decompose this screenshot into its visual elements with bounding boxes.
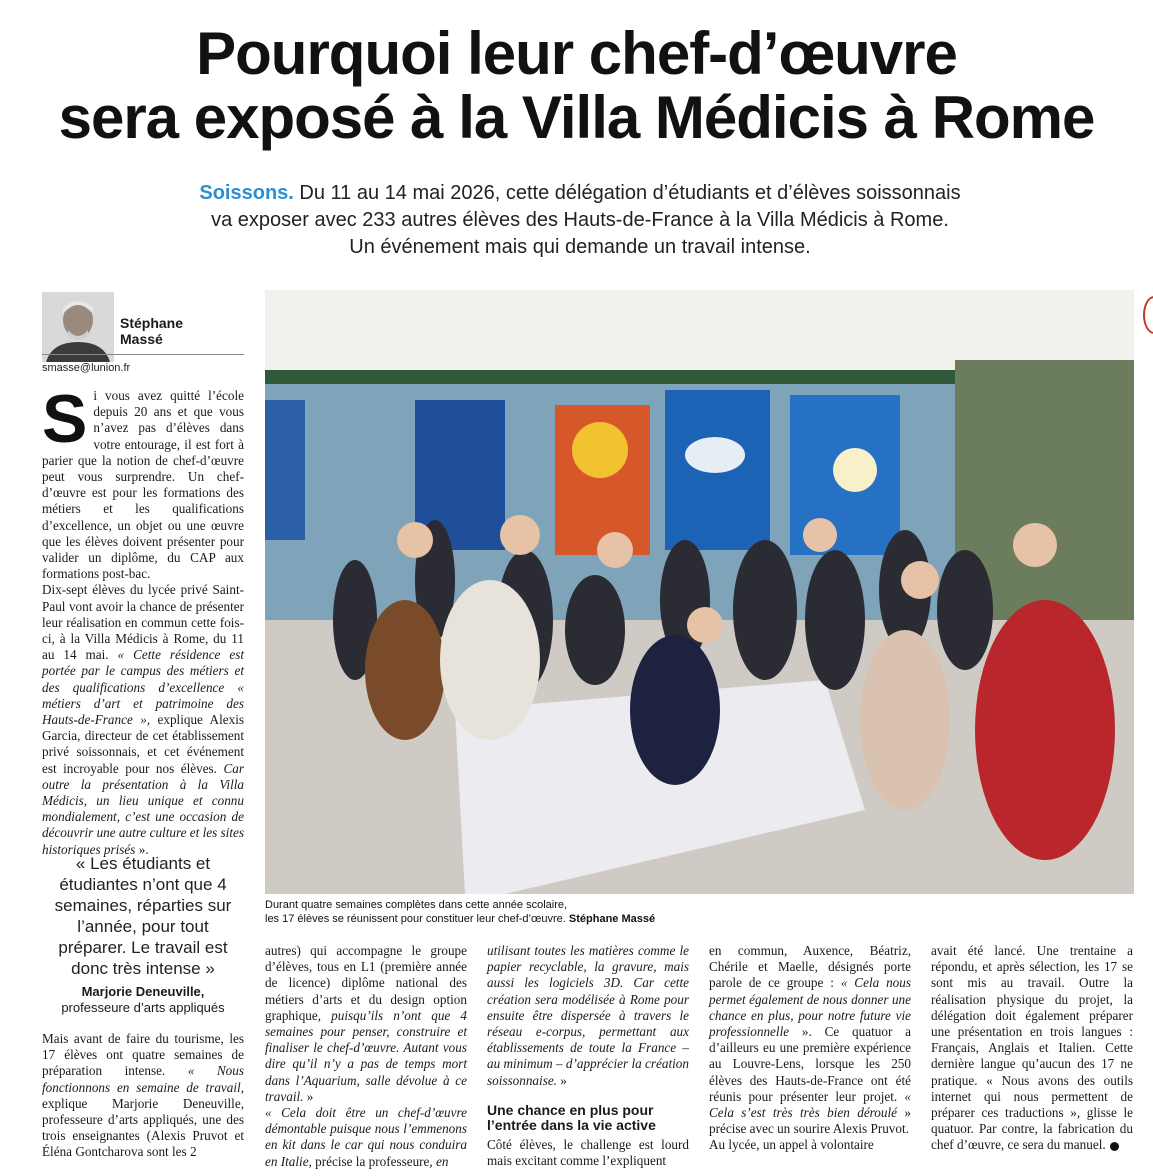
author-divider [42,354,244,355]
article-column-4 [709,943,911,1154]
paragraph-end: ». [135,841,149,857]
photo-credit: Stéphane Massé [568,913,656,925]
photo-caption [265,898,965,926]
caption-line-1: Durant quatre semaines complètes dans cette année scolaire, [265,899,568,911]
standfirst-line-1: Du 11 au 14 mai 2026, cette délégation d’étudiants et d’élèves soissonnais [293,182,961,204]
author-portrait [42,292,114,362]
quote-villa: Car outre la présentation à la Villa Médicis, un lieu unique et connu mondialement, c’est une occasion de découvrir une autre culture et les sites historiques prisés [42,760,244,857]
pull-quote-role: professeure d’arts appliqués [61,1000,225,1015]
caption-line-2: les 17 élèves se réunissent pour constituer leur chef-d’œuvre. [265,913,566,925]
pull-quote-attribution [42,984,244,1016]
paragraph-preparation: Mais avant de faire du tourisme, les 17 élèves ont quatre semaines de préparation intense. [42,1031,244,1079]
col2-text-c: » [303,1088,314,1104]
page-edge-mark [1143,296,1153,334]
author-last-name: Massé [120,331,163,347]
drop-cap: S [42,381,88,457]
article-photo [265,290,1134,894]
col4-text-f: Au lycée, un appel à volontaire [709,1137,874,1153]
col2-text-a: autres) qui accompagne le groupe d’élèves, tous en L1 (première année de licence) diplôme national des métiers d’arts et du design option graphique, [265,943,467,1023]
col5-text-a: avait été lancé. Une trentaine a répondu, et après sélection, les 17 se sont mis au travail. Outre la réalisation physique du projet, la délégation doit également préparer une présentation en trois langues : Français, Anglais et Italien. Cette dernière langue qu’aucun des 17 ne pratique. « Nous avons des outils internet qui nous permettent de préparer ces traductions », glisse le quatuor. Par contre, la fabrication du chef d’œuvre, ce sera du manuel. [931,943,1133,1153]
paragraph-garcia: , explique Alexis Garcia, directeur de cet établissement privé soissonnais, et cet événement est incroyable pour nos élèves. [42,712,244,776]
headline-line-2: sera exposé à la Villa Médicis à Rome [58,84,1095,151]
quote-semaine: « Nous fonctionnons en semaine de travail, [42,1063,244,1095]
col2-text-e: , précise la professeure, [308,1153,433,1169]
col4-text-e: » précise avec un sourire Alexis Pruvot. [709,1105,911,1137]
col4-text-a: en commun, Auxence, Béatriz, Chérile et Maelle, désignés porte parole de ce groupe : [709,943,911,991]
paragraph-intro: i vous avez quitté l’école depuis 20 ans et que vous n’avez pas d’élèves dans votre entourage, il est fort à parier que la notion de chef-d’œuvre peut vous surprendre. Un chef-d’œuvre est pour les formations des métiers et les qualifications d’excellence, un objet ou une œuvre que les élèves doivent présenter pour valider un diplôme, du CAP aux formations post-bac. [42,388,244,582]
article-column-3 [487,943,689,1169]
article-column-1b [42,1031,244,1161]
author-email[interactable]: smasse@lunion.fr [42,362,131,374]
article-column-1 [42,381,244,858]
author-name [120,315,183,347]
col3-text-c: Côté élèves, le challenge est lourd mais excitant comme l’expliquent [487,1136,689,1169]
headline [0,22,1153,150]
col4-quote-d: « Cela s’est très très bien déroulé [709,1088,912,1121]
pull-quote-name: Marjorie Deneuville, [81,984,205,999]
pull-quote: « Les étudiants et étudiantes n’ont que 4 semaines, réparties sur l’année, pour tout préparer. Le travail est donc très intense » [54,854,232,978]
col4-text-c: ». Ce quatuor a d’ailleurs eu une première expérience au Louvre-Lens, lorsque les 250 élèves des Hauts-de-France ont été réunis pour présenter leur projet. [709,1024,911,1104]
end-of-article-icon [1110,1142,1119,1151]
paragraph-saint-paul: Dix-sept élèves du lycée privé Saint-Paul vont avoir la chance de présenter leur réalisation en commun cette fois-ci, à la Villa Médicis à Rome, du 11 au 14 mai. [42,582,244,663]
standfirst-line-3: Un événement mais qui demande un travail intense. [349,236,811,258]
quote-residence: « Cette résidence est portée par le campus des métiers et des qualifications d’excellence « métiers d’art et patrimoine des Hauts-de-France » [42,647,244,728]
col3-text-b: » [556,1072,567,1088]
standfirst-line-2: va exposer avec 233 autres élèves des Hauts-de-France à la Villa Médicis à Rome. [211,209,949,231]
author-first-name: Stéphane [120,315,184,331]
article-column-5 [931,943,1133,1154]
col2-quote-b: puisqu’ils n’ont que 4 semaines pour penser, construire et finaliser le chef-d’œuvre. Autant vous dire qu’il n’y a pas de temps mort dans l’Aquarium, salle dévolue à ce travail. [265,1007,467,1104]
standfirst [150,180,1010,261]
col3-quote-a: utilisant toutes les matières comme le papier recyclable, la gravure, mais aussi les logiciels 3D. Car cette création sera modélisée à Rome pour ensuite être dispersée à travers le réseau e-corpus, permettant aux établissements de toute la France – au minimum – d’apprécier la création soissonnaise. [487,943,689,1088]
article-column-2 [265,943,467,1170]
dateline-place: Soissons. [199,182,294,204]
col4-quote-b: « Cela nous permet également de nous donner une chance en plus, pour notre future vie professionnelle [709,975,912,1040]
paragraph-deneuville: explique Marjorie Deneuville, professeure d’arts appliqués, une des trois enseignantes (Alexis Pruvot et Éléna Gontcharova sont les 2 [42,1095,244,1160]
section-subhead: Une chance en plus pour l’entrée dans la vie active [487,1101,656,1133]
col2-text-f: en [432,1153,449,1169]
headline-line-1: Pourquoi leur chef-d’œuvre [196,20,957,87]
col2-quote-d: « Cela doit être un chef-d’œuvre démontable puisque nous l’emmenons en kit dans le car qui nous conduira en Italie [265,1105,467,1169]
